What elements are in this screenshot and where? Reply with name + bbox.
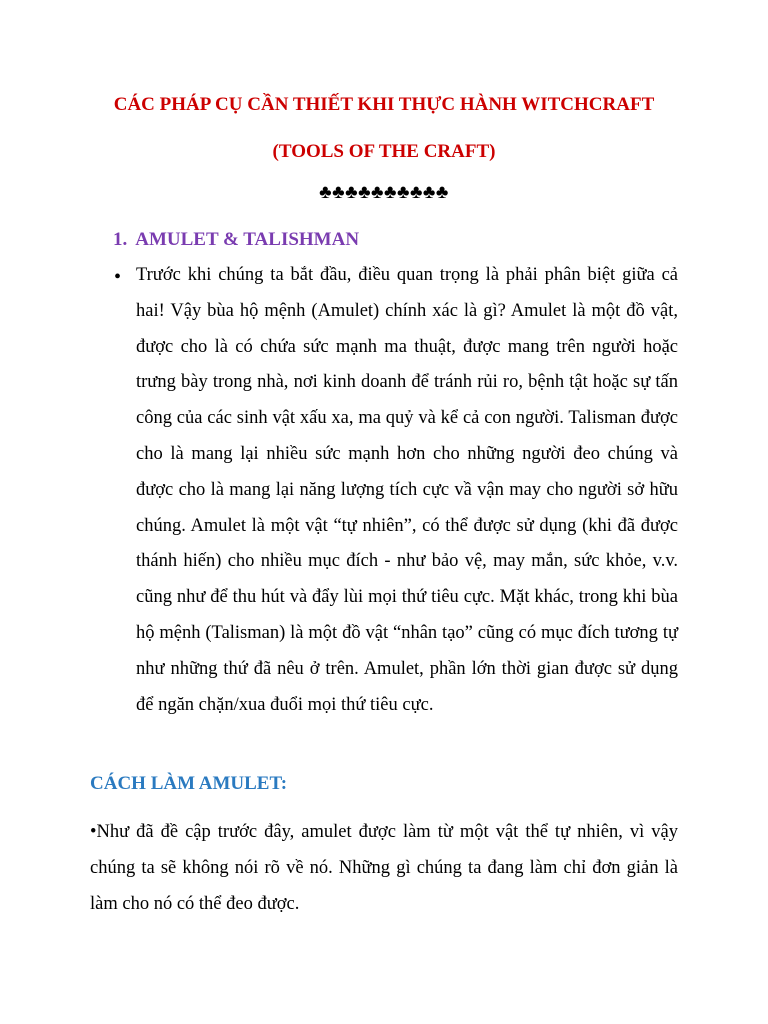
- bullet-paragraph: Trước khi chúng ta bắt đầu, điều quan trọng là phải phân biệt giữa cả hai! Vậy bùa hộ mệnh (Amulet) chính xác là gì? Amulet là một đồ vật, được cho là có chứa sức mạnh ma thuật, được mang trên người hoặc trưng bày trong nhà, nơi kinh doanh để tránh rủi ro, bệnh tật hoặc sự tấn công của các sinh vật xấu xa, ma quỷ và kể cả con người. Talisman được cho là mang lại nhiều sức mạnh hơn cho những người đeo chúng và được cho là mang lại năng lượng tích cực vầ vận may cho người sở hữu chúng. Amulet là một vật “tự nhiên”, có thể được sử dụng (khi đã được thánh hiến) cho nhiều mục đích - như bảo vệ, may mắn, sức khỏe, v.v. cũng như để thu hút và đẩy lùi mọi thứ tiêu cực. Mặt khác, trong khi bùa hộ mệnh (Talisman) là một đồ vật “nhân tạo” cũng có mục đích tương tự như những thứ đã nêu ở trên. Amulet, phần lớn thời gian được sử dụng để ngăn chặn/xua đuổi mọi thứ tiêu cực.: [136, 265, 678, 715]
- document-title: CÁC PHÁP CỤ CẦN THIẾT KHI THỰC HÀNH WITCHCRAFT: [113, 94, 655, 115]
- bullet-icon: •: [114, 266, 122, 288]
- section-number: 1.: [113, 229, 128, 250]
- bullet-list-item: [114, 258, 684, 723]
- document-subtitle: (TOOLS OF THE CRAFT): [272, 141, 496, 162]
- section-heading: [113, 229, 359, 251]
- subsection-heading: CÁCH LÀM AMULET:: [90, 773, 288, 794]
- clubs-ornament: ♣♣♣♣♣♣♣♣♣♣: [319, 182, 449, 203]
- body-paragraph: •Như đã đề cập trước đây, amulet được làm từ một vật thể tự nhiên, vì vậy chúng ta sẽ không nói rõ về nó. Những gì chúng ta đang làm chỉ đơn giản là làm cho nó có thể đeo được.: [90, 822, 678, 914]
- section-title: AMULET & TALISHMAN: [135, 229, 360, 250]
